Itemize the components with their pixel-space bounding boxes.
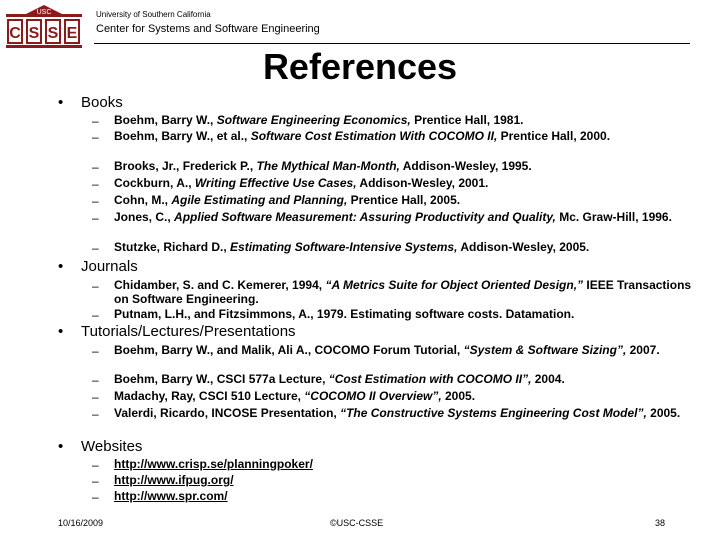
logo-pillars: [7, 19, 80, 44]
svg-text:C: C: [9, 25, 21, 42]
svg-text:S: S: [28, 25, 40, 42]
bullet: •: [58, 438, 64, 455]
svg-text:E: E: [66, 25, 78, 42]
dash: –: [92, 241, 99, 255]
dash: –: [92, 458, 99, 472]
dash: –: [92, 308, 99, 322]
reference-item: Putnam, L.H., and Fitzsimmons, A., 1979. Estimating software costs. Datamation.: [114, 307, 575, 321]
bullet: •: [58, 258, 64, 275]
dash: –: [92, 390, 99, 404]
logo-usc-text: USC: [36, 9, 52, 16]
university-name: University of Southern California: [96, 10, 211, 19]
website-link-crisp[interactable]: http://www.crisp.se/planningpoker/: [114, 457, 313, 471]
dash: –: [92, 279, 99, 293]
dash: –: [92, 344, 99, 358]
websites-heading: Websites: [81, 438, 143, 455]
dash: –: [92, 211, 99, 225]
dash: –: [92, 373, 99, 387]
dash: –: [92, 490, 99, 504]
reference-item: Madachy, Ray, CSCI 510 Lecture, “COCOMO II Overview”, 2005.: [114, 389, 476, 403]
header-rule: [94, 43, 690, 44]
website-item: [114, 490, 694, 504]
footer-date: 10/16/2009: [58, 518, 104, 528]
reference-item: Cohn, M., Agile Estimating and Planning, Prentice Hall, 2005.: [114, 193, 461, 207]
reference-item: Boehm, Barry W., CSCI 577a Lecture, “Cost Estimation with COCOMO II”, 2004.: [114, 372, 565, 386]
reference-item: Boehm, Barry W., et al., Software Cost Estimation With COCOMO II, Prentice Hall, 2000.: [114, 129, 611, 143]
tutorials-heading: Tutorials/Lectures/Presentations: [81, 323, 296, 340]
dash: –: [92, 407, 99, 421]
bullet: •: [58, 323, 64, 340]
website-link-ifpug[interactable]: http://www.ifpug.org/: [114, 473, 234, 487]
reference-item: Chidamber, S. and C. Kemerer, 1994, “A Metrics Suite for Object Oriented Design,” IEEE Transactions on Software Engineering.: [114, 278, 692, 306]
center-name: Center for Systems and Software Engineering: [96, 23, 320, 35]
footer-page-number: 38: [655, 518, 666, 528]
journals-heading: Journals: [81, 258, 138, 275]
bullet: •: [58, 94, 64, 111]
dash: –: [92, 177, 99, 191]
dash: –: [92, 160, 99, 174]
slide-title: References: [262, 46, 458, 87]
reference-item: Stutzke, Richard D., Estimating Software-Intensive Systems, Addison-Wesley, 2005.: [114, 240, 590, 254]
dash: –: [92, 130, 99, 144]
csse-logo: [4, 4, 84, 50]
reference-item: Brooks, Jr., Frederick P., The Mythical Man-Month, Addison-Wesley, 1995.: [114, 159, 532, 173]
website-item: [114, 474, 694, 488]
dash: –: [92, 474, 99, 488]
reference-item: Jones, C., Applied Software Measurement: Assuring Productivity and Quality, Mc. Graw-Hill, 1996.: [114, 210, 672, 224]
reference-item: Cockburn, A., Writing Effective Use Cases, Addison-Wesley, 2001.: [114, 176, 489, 190]
dash: –: [92, 194, 99, 208]
footer-copyright: ©USC-CSSE: [330, 518, 384, 528]
books-heading: Books: [81, 94, 123, 111]
svg-text:S: S: [47, 25, 59, 42]
reference-item: Boehm, Barry W., and Malik, Ali A., COCOMO Forum Tutorial, “System & Software Sizing”, 2007.: [114, 343, 660, 357]
website-item: [114, 458, 694, 472]
reference-item: Valerdi, Ricardo, INCOSE Presentation, “The Constructive Systems Engineering Cost Model”, 2005.: [114, 406, 681, 420]
reference-item: Boehm, Barry W., Software Engineering Economics, Prentice Hall, 1981.: [114, 113, 524, 127]
dash: –: [92, 114, 99, 128]
website-link-spr[interactable]: http://www.spr.com/: [114, 489, 228, 503]
